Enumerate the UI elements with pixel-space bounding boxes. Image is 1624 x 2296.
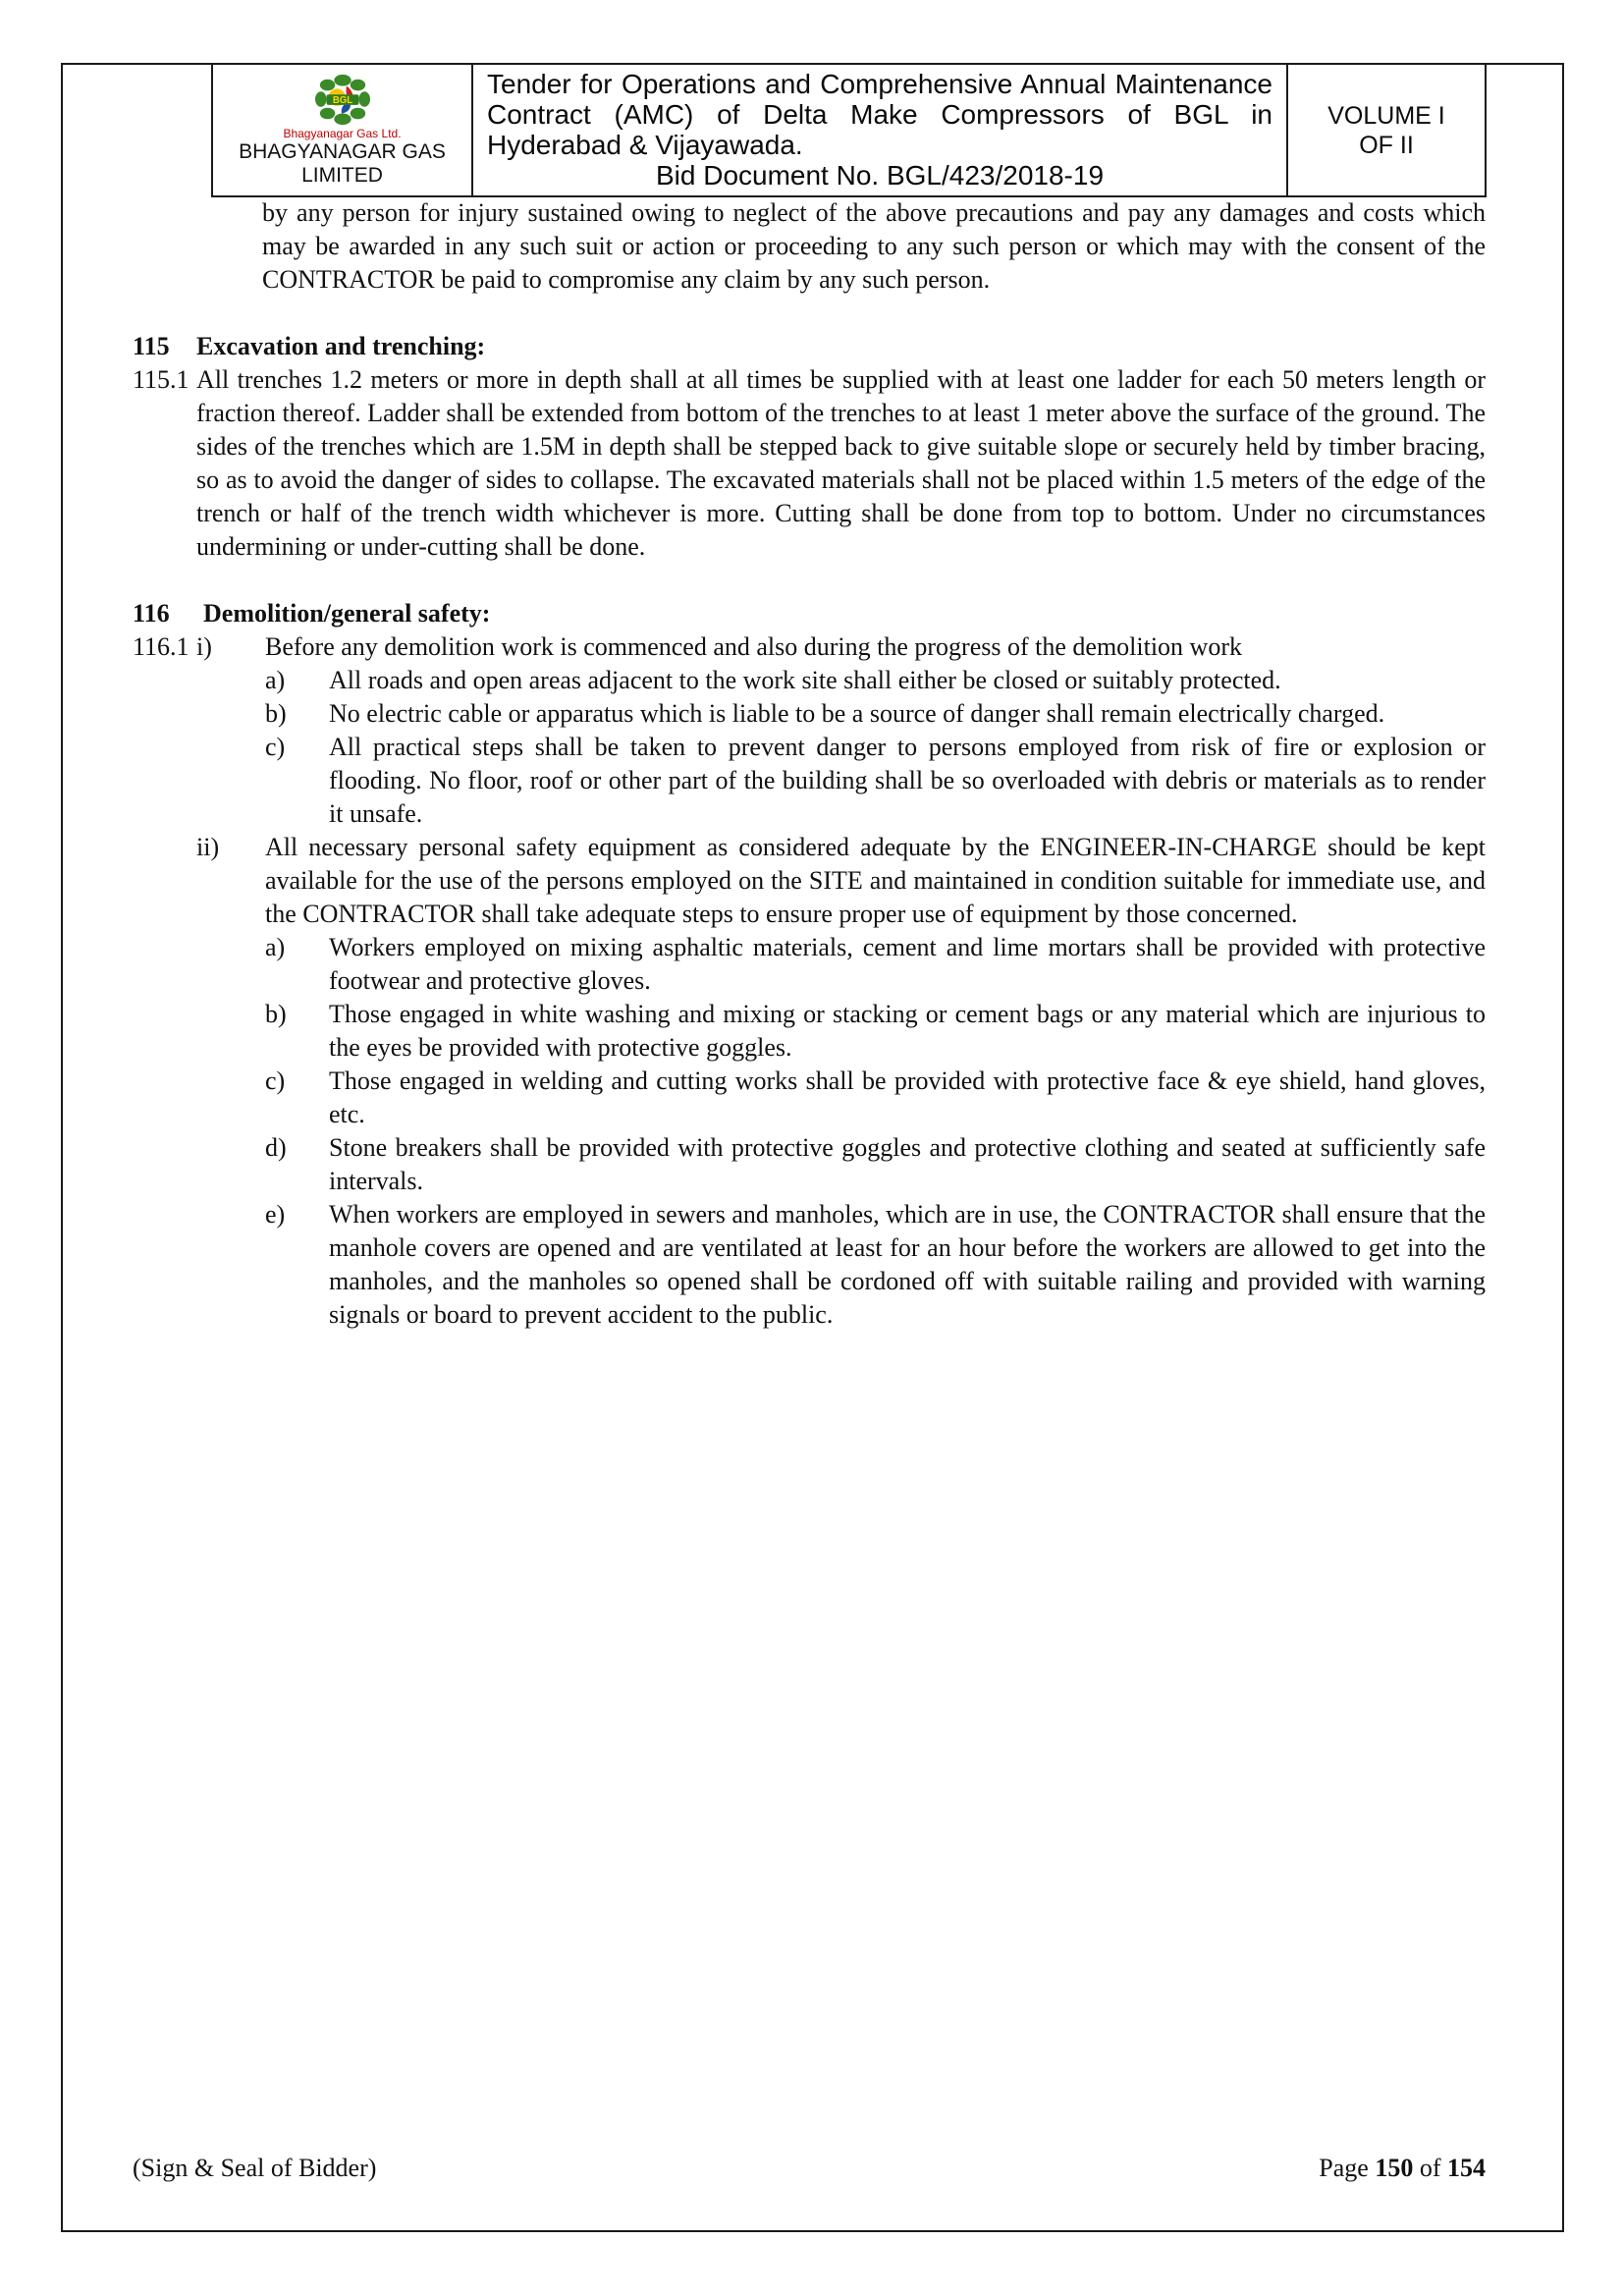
volume-line1: VOLUME I	[1327, 101, 1445, 130]
document-title: Tender for Operations and Comprehensive Annual Maintenance Contract (AMC) of Delta Make Compressors of BGL in Hyderabad & Vijayawada.	[487, 69, 1272, 160]
clause-115-1	[133, 363, 1486, 564]
sign-seal-label: (Sign & Seal of Bidder)	[133, 2154, 377, 2182]
sub-list-i	[265, 664, 1486, 831]
list-item-ii-b-text: Those engaged in white washing and mixing or stacking or cement bags or any material which are injurious to the eyes be provided with protective goggles.	[329, 1000, 1486, 1062]
section-116-heading	[133, 597, 1486, 630]
list-item-ii-b	[265, 998, 1486, 1065]
section-115-title: Excavation and trenching:	[196, 332, 486, 360]
section-115-number: 115	[133, 332, 170, 360]
section-116-title: Demolition/general safety:	[203, 599, 491, 628]
volume-line2: OF II	[1359, 131, 1414, 159]
list-item-i-b	[265, 697, 1486, 731]
list-item-ii-e-text: When workers are employed in sewers and manholes, which are in use, the CONTRACTOR shall ensure that the manhole covers are opened and are ventilated at least for an hour before the workers are allowed to get into the manholes, and the manholes so opened shall be cordoned off with suitable railing and provided with warning signals or board to prevent accident to the public.	[329, 1200, 1486, 1329]
list-item-ii-c-label: c)	[265, 1066, 286, 1095]
list-item-ii	[196, 831, 1486, 931]
page-current: 150	[1375, 2154, 1414, 2182]
clause-116-1	[133, 630, 1486, 664]
list-item-ii-text: All necessary personal safety equipment as considered adequate by the ENGINEER-IN-CHARGE should be kept available for the use of the persons employed on the SITE and maintained in condition suitable for immediate use, and the CONTRACTOR shall take adequate steps to ensure proper use of equipment by those concerned.	[265, 833, 1486, 928]
list-item-i-a-text: All roads and open areas adjacent to the work site shall either be closed or suitably protected.	[329, 666, 1281, 694]
list-item-i	[196, 630, 1486, 664]
of-word: of	[1419, 2154, 1441, 2182]
list-item-ii-b-label: b)	[265, 1000, 287, 1028]
list-item-ii-d-text: Stone breakers shall be provided with protective goggles and protective clothing and seated at sufficiently safe intervals.	[329, 1133, 1486, 1195]
page-indicator	[1319, 2153, 1486, 2184]
logo-bgl-text: BGL	[332, 94, 352, 106]
sub-list-ii	[265, 931, 1486, 1332]
list-item-i-b-text: No electric cable or apparatus which is liable to be a source of danger shall remain electrically charged.	[329, 699, 1385, 728]
list-item-i-c	[265, 731, 1486, 831]
page-total: 154	[1447, 2154, 1486, 2182]
org-name	[217, 140, 467, 188]
list-item-i-label: i)	[196, 632, 212, 661]
clause-116-1-number: 116.1	[133, 632, 189, 661]
logo-subtext: Bhagyanagar Gas Ltd.	[283, 127, 402, 140]
list-item-ii-e-label: e)	[265, 1200, 286, 1229]
title-cell	[472, 64, 1287, 196]
org-name-line2: LIMITED	[301, 164, 383, 187]
list-item-ii-c-text: Those engaged in welding and cutting works shall be provided with protective face & eye shield, hand gloves, etc.	[329, 1066, 1486, 1128]
document-body	[133, 196, 1486, 1332]
list-item-i-b-label: b)	[265, 699, 287, 728]
list-item-ii-a-text: Workers employed on mixing asphaltic materials, cement and lime mortars shall be provided with protective footwear and protective gloves.	[329, 933, 1486, 995]
section-116-number: 116	[133, 599, 170, 628]
list-item-ii-label: ii)	[196, 833, 220, 861]
logo-cell	[212, 64, 472, 196]
clause-115-1-text: All trenches 1.2 meters or more in depth shall at all times be supplied with at least one ladder for each 50 meters length or fraction thereof. Ladder shall be extended from bottom of the trenches to at least 1 meter above the surface of the ground. The sides of the trenches which are 1.5M in depth shall be stepped back to give suitable slope or securely held by timber bracing, so as to avoid the danger of sides to collapse. The excavated materials shall not be placed within 1.5 meters of the edge of the trench or half of the trench width whichever is more. Cutting shall be done from top to bottom. Under no circumstances undermining or under-cutting shall be done.	[196, 365, 1486, 561]
bid-document-number: Bid Document No. BGL/423/2018-19	[655, 160, 1105, 191]
list-item-i-text: Before any demolition work is commenced and also during the progress of the demolition work	[265, 632, 1242, 661]
page-footer	[133, 2153, 1486, 2184]
list-item-ii-c	[265, 1065, 1486, 1131]
volume-cell	[1287, 64, 1486, 196]
list-item-ii-a	[265, 931, 1486, 998]
list-item-ii-e	[265, 1198, 1486, 1332]
list-item-i-a-label: a)	[265, 666, 286, 694]
intro-paragraph: by any person for injury sustained owing to neglect of the above precautions and pay any damages and costs which may be awarded in any such suit or action or proceeding to any such person or which may with the consent of the CONTRACTOR be paid to compromise any claim by any such person.	[262, 198, 1486, 294]
header-table	[211, 63, 1487, 197]
list-level-1	[196, 831, 1486, 931]
list-item-ii-d-label: d)	[265, 1133, 287, 1162]
page-word: Page	[1319, 2154, 1369, 2182]
list-item-i-c-label: c)	[265, 733, 286, 761]
bgl-logo	[217, 73, 467, 128]
section-115-heading	[133, 330, 1486, 363]
list-item-ii-a-label: a)	[265, 933, 286, 961]
clause-115-1-number: 115.1	[133, 365, 189, 394]
org-name-line1: BHAGYANAGAR GAS	[239, 140, 446, 163]
list-item-ii-d	[265, 1131, 1486, 1198]
list-item-i-c-text: All practical steps shall be taken to prevent danger to persons employed from risk of fire or explosion or flooding. No floor, roof or other part of the building shall be so overloaded with debris or materials as to render it unsafe.	[329, 733, 1486, 828]
list-item-i-a	[265, 664, 1486, 697]
